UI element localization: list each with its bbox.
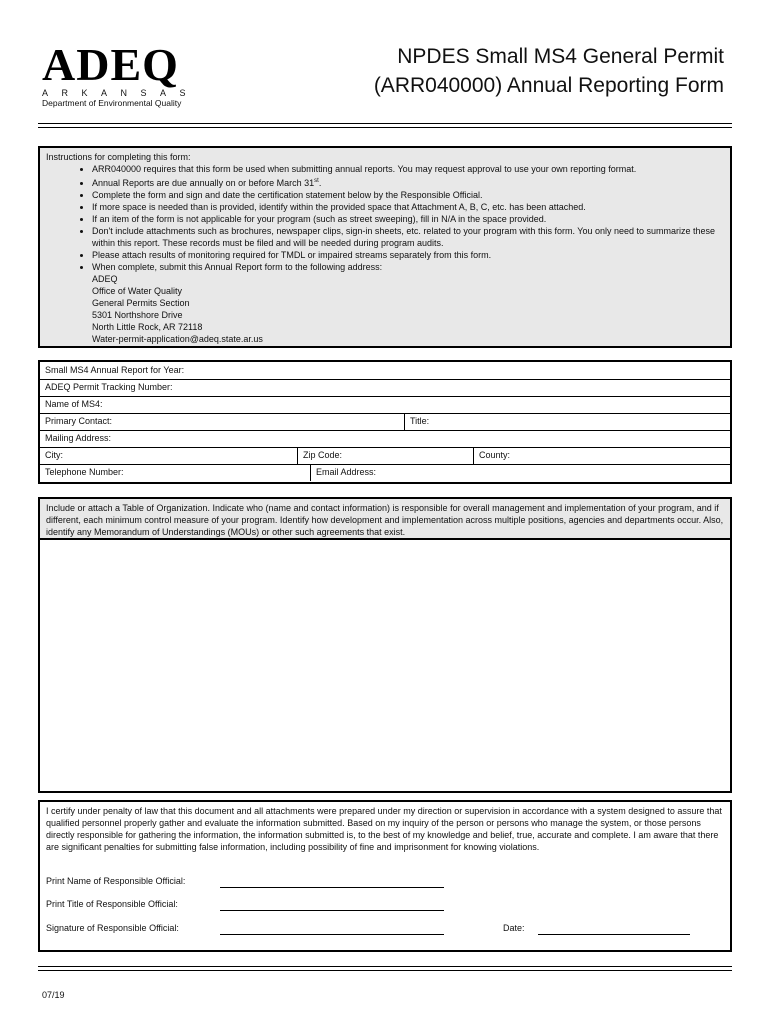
field-zip[interactable]: Zip Code: <box>297 447 473 464</box>
header-divider <box>38 123 732 128</box>
row-contact <box>40 413 730 431</box>
address-line: ADEQ <box>92 274 118 284</box>
date-line[interactable] <box>538 934 690 935</box>
adeq-logo <box>42 39 212 108</box>
address-line: 5301 Northshore Drive <box>92 310 183 320</box>
date-label: Date: <box>503 923 525 933</box>
instruction-item: • If more space is needed than is provided, identify within the provided space that Attachment A, B, C, etc. has been attached. <box>92 201 724 213</box>
instructions-list <box>46 163 724 345</box>
instruction-item: • If an item of the form is not applicable for your program (such as street sweeping), fill in N/A in the space provided. <box>92 213 724 225</box>
field-telephone[interactable]: Telephone Number: <box>45 467 124 477</box>
title-line-1: NPDES Small MS4 General Permit <box>397 45 724 68</box>
organization-instructions: Include or attach a Table of Organization. Indicate who (name and contact information) is responsible for overall management and implementation of your program, and if different, each minimum control measure of your program. Identify how development and implementation across multiple positions, agencies and departments occur. Also, identify any Memorandum of Understandings (MOUs) or other such agreements that exist. <box>40 499 730 540</box>
logo-wordmark: ADEQ <box>42 39 179 90</box>
print-name-label: Print Name of Responsible Official: <box>46 876 186 886</box>
logo-state: ARKANSAS <box>42 88 200 98</box>
row-tracking[interactable] <box>40 379 730 397</box>
instruction-item: • Don't include attachments such as brochures, newspaper clips, sign-in sheets, etc. related to your program with this form. You only need to summarize these within this report. These records must be filed and will be needed during program audits. <box>92 225 724 249</box>
address-line: General Permits Section <box>92 298 190 308</box>
mailing-address-block <box>92 273 724 345</box>
field-mailing-address[interactable]: Mailing Address: <box>45 433 112 443</box>
instructions-box <box>38 146 732 348</box>
instruction-item: • Complete the form and sign and date the certification statement below by the Responsible Official. <box>92 189 724 201</box>
row-phone <box>40 464 730 481</box>
row-city <box>40 447 730 465</box>
print-title-label: Print Title of Responsible Official: <box>46 899 178 909</box>
certification-box <box>38 800 732 952</box>
field-primary-contact[interactable]: Primary Contact: <box>45 416 113 426</box>
ordinal-suffix: st <box>314 178 319 184</box>
field-title[interactable]: Title: <box>404 413 730 430</box>
field-tracking-number[interactable]: ADEQ Permit Tracking Number: <box>45 382 173 392</box>
print-title-line[interactable] <box>220 910 444 911</box>
instruction-item: • ARR040000 requires that this form be used when submitting annual reports. You may request approval to use your own reporting format. <box>92 163 724 175</box>
instruction-item: • Annual Reports are due annually on or before March 31st. <box>92 175 724 189</box>
organization-response-area[interactable] <box>40 540 730 791</box>
address-email: Water-permit-application@adeq.state.ar.us <box>92 334 263 344</box>
row-report-year[interactable] <box>40 362 730 380</box>
page-title <box>374 42 724 100</box>
field-ms4-name[interactable]: Name of MS4: <box>45 399 103 409</box>
logo-department: Department of Environmental Quality <box>42 98 182 108</box>
row-ms4-name[interactable] <box>40 396 730 414</box>
field-county[interactable]: County: <box>473 447 730 464</box>
instructions-heading: Instructions for completing this form: <box>46 152 191 162</box>
address-line: Office of Water Quality <box>92 286 183 296</box>
ms4-info-table <box>38 360 732 484</box>
field-city[interactable]: City: <box>45 450 63 460</box>
title-line-2: (ARR040000) Annual Reporting Form <box>373 74 724 97</box>
instruction-item <box>92 261 724 345</box>
instruction-text: When complete, submit this Annual Report form to the following address: <box>92 262 383 272</box>
field-report-year[interactable]: Small MS4 Annual Report for Year: <box>45 365 185 375</box>
certification-statement: I certify under penalty of law that this document and all attachments were prepared under my direction or supervision in accordance with a system designed to assure that qualified personnel properly gather and evaluate the information submitted. Based on my inquiry of the person or persons who manage the system, or those persons directly responsible for gathering the information, the information submitted is, to the best of my knowledge and belief, true, accurate and complete. I am aware that there are significant penalties for submitting false information, including possibility of fine and imprisonment for knowing violations. <box>46 806 722 852</box>
organization-box <box>38 497 732 793</box>
print-name-line[interactable] <box>220 887 444 888</box>
field-email[interactable]: Email Address: <box>310 464 730 481</box>
signature-label: Signature of Responsible Official: <box>46 923 179 933</box>
form-version: 07/19 <box>42 990 65 1000</box>
instruction-item: • Please attach results of monitoring required for TMDL or impaired streams separately from this form. <box>92 249 724 261</box>
address-line: North Little Rock, AR 72118 <box>92 322 203 332</box>
signature-line[interactable] <box>220 934 444 935</box>
row-mailing[interactable] <box>40 430 730 448</box>
instruction-text: Annual Reports are due annually on or before March 31 <box>92 178 315 188</box>
footer-divider <box>38 966 732 971</box>
